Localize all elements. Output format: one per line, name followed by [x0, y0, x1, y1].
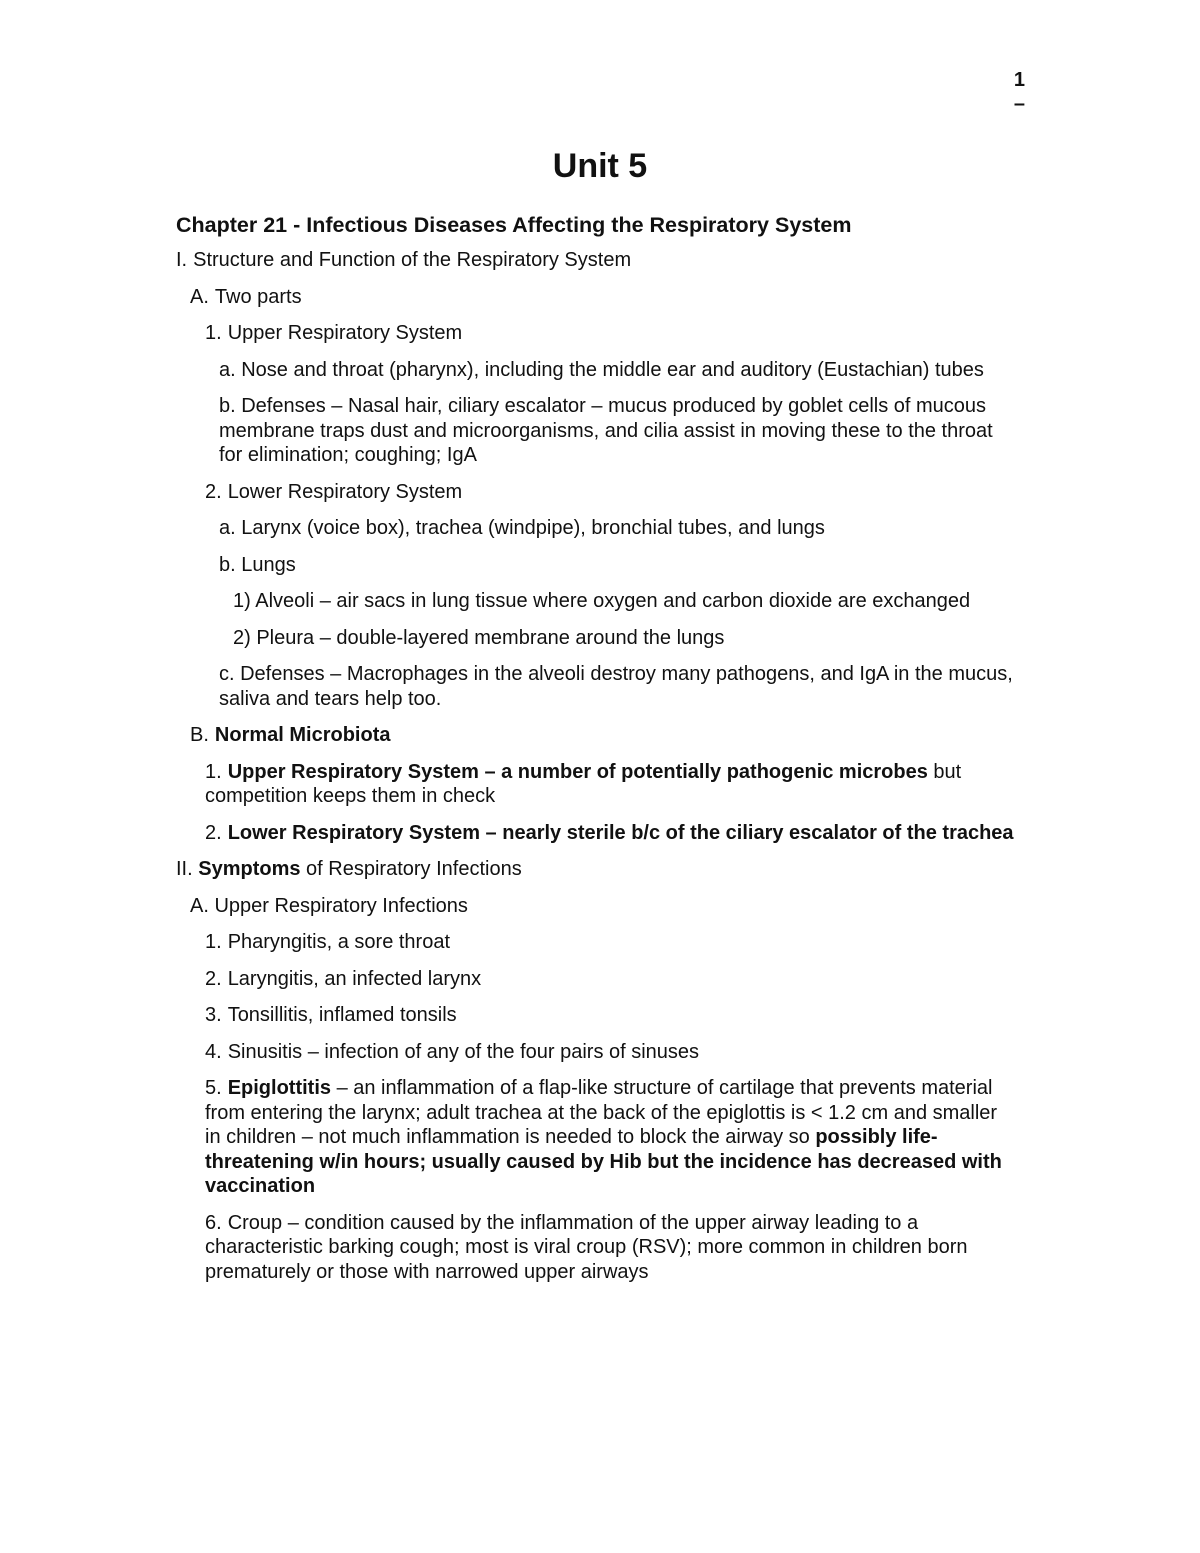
list-item-text: Laryngitis, an infected larynx — [227, 967, 482, 990]
list-item-croup — [176, 1211, 1016, 1285]
sub-item-larynx: a. Larynx (voice box), trachea (windpipe), bronchial tubes, and lungs — [219, 517, 825, 539]
list-item-text: Pharyngitis, a sore throat — [227, 931, 451, 953]
sub-item-nose-throat: a. Nose and throat (pharynx), including the middle ear and auditory (Eustachian) tubes — [219, 358, 984, 381]
list-item-text: Upper Respiratory System — [227, 322, 463, 344]
section-2-text: of Respiratory Infections — [306, 858, 522, 880]
list-item-text: – an inflammation of a flap-like structure of cartilage that prevents material from entering the larynx; adult trachea at the back of the epiglottis is < 1.2 cm and smaller in children – not much inflammation is needed to block the airway so — [205, 1077, 998, 1148]
sub-item-lungs: b. Lungs — [219, 553, 296, 576]
section-1-text: Structure and Function of the Respiratory System — [193, 249, 632, 271]
list-item-lower-respiratory — [176, 480, 1016, 505]
list-item-bold-text: Upper Respiratory System – a number of potentially pathogenic microbes — [227, 760, 928, 783]
page-number-dash: – — [1013, 93, 1025, 115]
list-item-marker: 1. — [205, 322, 222, 344]
list-item-marker: 1. — [205, 931, 222, 953]
list-item-bold-text: Lower Respiratory System – nearly sterile b/c of the ciliary escalator of the trachea — [227, 821, 1014, 844]
subsection-2a: A. Upper Respiratory Infections — [190, 894, 468, 917]
list-item-microbiota-lower — [176, 821, 1016, 846]
section-2-heading — [176, 857, 1016, 882]
list-item-text: Lower Respiratory System — [227, 480, 463, 503]
list-item-sinusitis — [176, 1040, 1016, 1065]
list-item-text: Croup – condition caused by the inflammation of the upper airway leading to a characteristic barking cough; most is viral croup (RSV); more common in children born prematurely or those with narrowed upper airways — [205, 1211, 968, 1283]
subsection-1b-text: Normal Microbiota — [214, 724, 391, 746]
page-title: Unit 5 — [552, 147, 648, 185]
sub-sub-item-alveoli: 1) Alveoli – air sacs in lung tissue where oxygen and carbon dioxide are exchanged — [233, 590, 971, 612]
sub-item-upper-defenses: b. Defenses – Nasal hair, ciliary escalator – mucus produced by goblet cells of mucous membrane traps dust and microorganisms, and cilia assist in moving these to the throat for elimination; coughing; IgA — [219, 395, 993, 466]
sub-sub-item-pleura: 2) Pleura – double-layered membrane around the lungs — [233, 626, 725, 649]
list-item-tonsillitis — [176, 1003, 1016, 1028]
list-item-marker: 2. — [205, 967, 222, 990]
section-2-marker: II. — [176, 858, 193, 880]
list-item-marker: 2. — [205, 821, 222, 844]
list-item-marker: 3. — [205, 1004, 222, 1026]
subsection-1a — [176, 285, 1016, 310]
subsection-1b-marker: B. — [190, 724, 209, 746]
list-item-marker: 6. — [205, 1211, 222, 1234]
list-item-epiglottitis — [176, 1076, 1016, 1199]
list-item-bold-end-text: possibly life-threatening w/in hours; usually caused by Hib but the incidence has decreased with vaccination — [205, 1126, 1002, 1197]
list-item-marker: 4. — [205, 1040, 222, 1063]
section-1-heading — [176, 248, 1016, 273]
subsection-1a-text: Two parts — [214, 285, 302, 308]
section-1-marker: I. — [176, 249, 188, 271]
list-item-upper-respiratory — [176, 321, 1016, 346]
chapter-heading: Chapter 21 - Infectious Diseases Affecting the Respiratory System — [176, 213, 852, 237]
list-item-marker: 2. — [205, 480, 222, 503]
list-item-marker: 5. — [205, 1077, 222, 1099]
list-item-laryngitis — [176, 967, 1016, 992]
list-item-microbiota-upper — [176, 760, 1016, 809]
list-item-text: Tonsillitis, inflamed tonsils — [227, 1004, 457, 1026]
list-item-pharyngitis — [176, 930, 1016, 955]
subsection-1a-marker: A. — [190, 285, 209, 308]
document-body — [176, 210, 1016, 1296]
page-number-value: 1 — [1013, 69, 1025, 91]
list-item-text: but competition keeps them in check — [205, 760, 962, 807]
section-2-bold-text: Symptoms — [198, 858, 301, 880]
subsection-1b — [176, 723, 1016, 748]
list-item-bold-text: Epiglottitis — [227, 1077, 332, 1099]
list-item-marker: 1. — [205, 760, 222, 783]
page-number — [1014, 68, 1025, 116]
list-item-text: Sinusitis – infection of any of the four pairs of sinuses — [227, 1040, 700, 1063]
sub-item-lower-defenses: c. Defenses – Macrophages in the alveoli destroy many pathogens, and IgA in the mucus, saliva and tears help too. — [219, 663, 1013, 710]
